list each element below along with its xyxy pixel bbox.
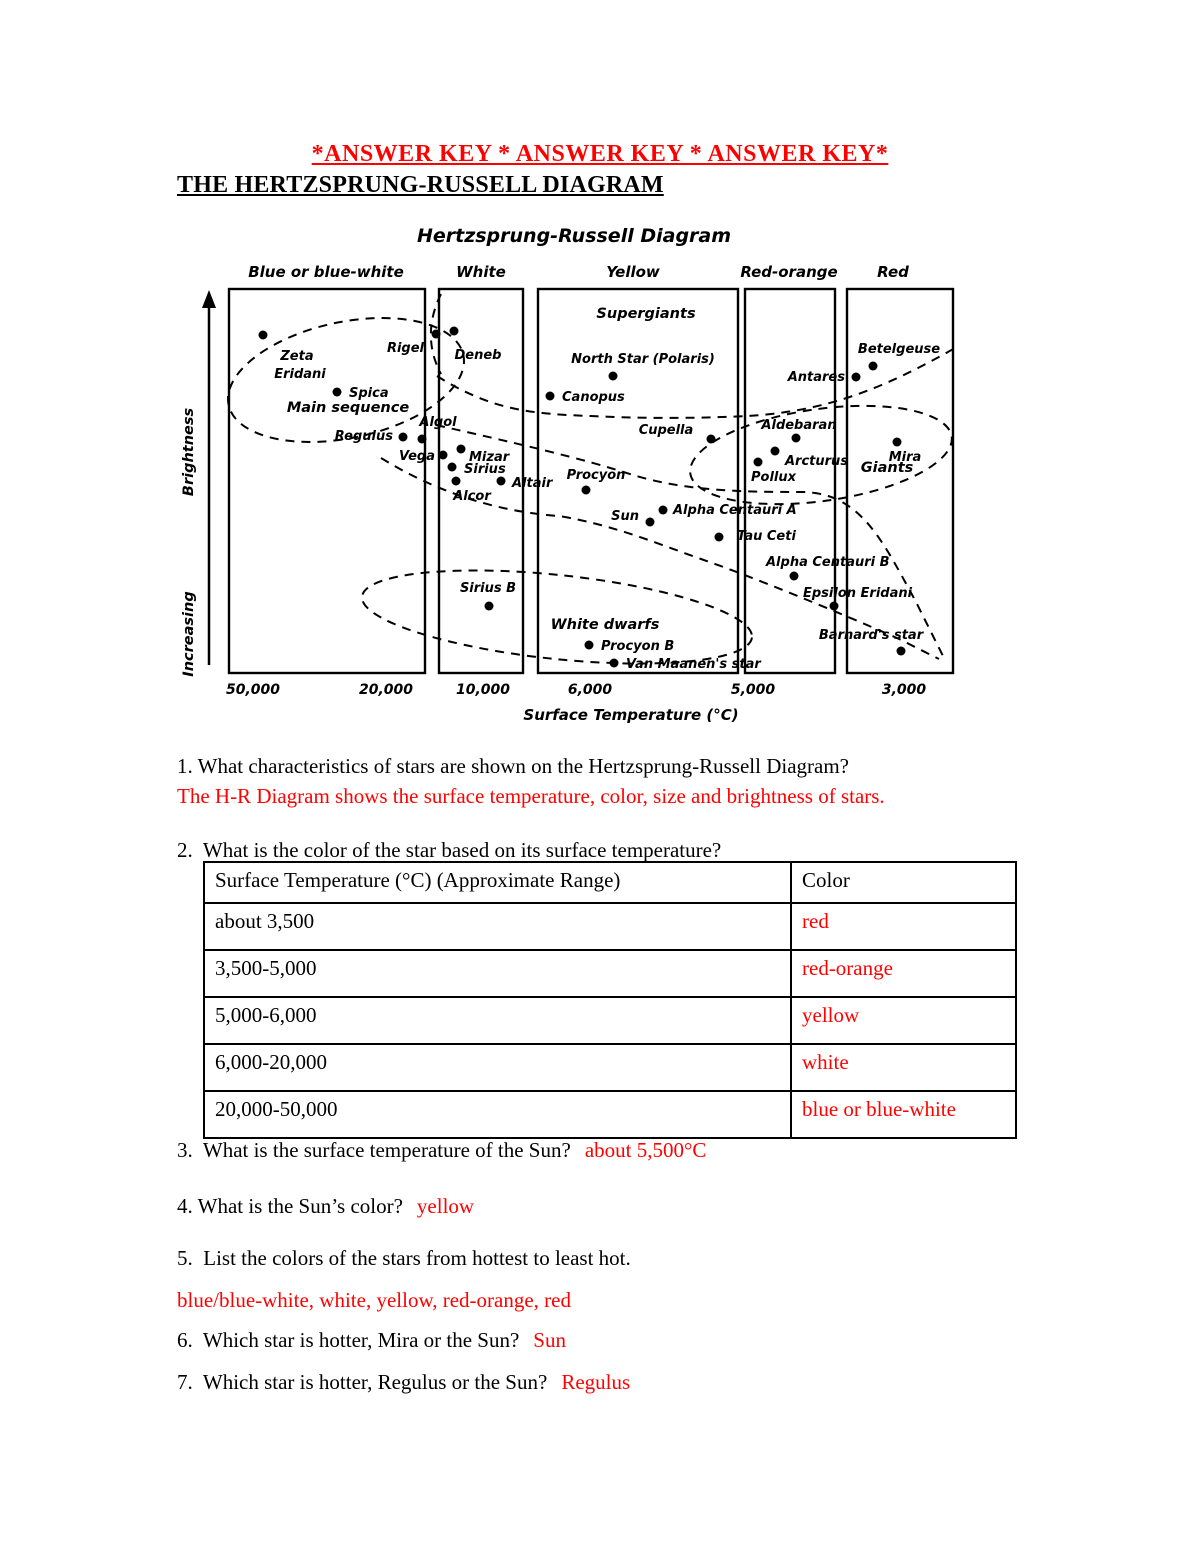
color-cell: blue or blue-white [791, 1091, 1016, 1138]
column-header-yellow: Yellow [606, 263, 660, 281]
star-dot-barnard-s-star [897, 647, 906, 656]
star-dot-betelgeuse [869, 362, 878, 371]
question-number: 1. [177, 754, 198, 778]
star-dot-sun [646, 518, 655, 527]
header-cell: Surface Temperature (°C) (Approximate Range) [204, 862, 791, 903]
star-label-alcor: Alcor [453, 489, 491, 504]
question-text: Which star is hotter, Regulus or the Sun? [202, 1370, 548, 1394]
star-label-barnard-s-star: Barnard's star [818, 628, 924, 643]
color-cell: red-orange [791, 950, 1016, 997]
question-2 [177, 836, 1037, 864]
star-label-tau-ceti: Tau Ceti [737, 529, 796, 544]
header-cell: Color [791, 862, 1016, 903]
question-text: What characteristics of stars are shown on the Hertzsprung-Russell Diagram? [197, 754, 849, 778]
star-label-procyon-b: Procyon B [601, 639, 675, 654]
star-dot-arcturus [771, 447, 780, 456]
answer-7: Regulus [561, 1370, 631, 1394]
region-label-giants: Giants [860, 460, 914, 476]
star-label-zeta-eridani: Eridani [274, 367, 326, 382]
answer-4: yellow [416, 1194, 475, 1218]
temperature-cell: 3,500-5,000 [204, 950, 791, 997]
question-number: 5. [177, 1246, 204, 1270]
star-label-algol: Algol [419, 415, 457, 430]
column-header-red: Red [877, 263, 909, 281]
star-label-sirius: Sirius [464, 462, 506, 477]
answer-6: Sun [533, 1328, 566, 1352]
star-dot-pollux [754, 458, 763, 467]
star-label-alpha-centauri-a: Alpha Centauri A [673, 503, 797, 518]
y-axis-label-increasing: Increasing [181, 591, 197, 677]
table-row [204, 997, 1016, 1044]
star-dot-alpha-centauri-a [659, 506, 668, 515]
star-label-north-star-polaris: North Star (Polaris) [571, 352, 715, 367]
star-dot-zeta-eridani [259, 331, 268, 340]
question-number: 4. [177, 1194, 198, 1218]
temperature-cell: about 3,500 [204, 903, 791, 950]
star-dot-van-maanen-s-star [610, 659, 619, 668]
star-label-arcturus: Arcturus [785, 454, 849, 469]
star-dot-deneb [450, 327, 459, 336]
star-dot-alpha-centauri-b [790, 572, 799, 581]
question-7 [177, 1368, 1037, 1396]
diagram-title: Hertzsprung-Russell Diagram [416, 225, 732, 247]
star-dot-procyon-b [585, 641, 594, 650]
x-axis-label: Surface Temperature (°C) [523, 706, 739, 724]
x-tick-10-000: 10,000 [455, 682, 511, 698]
color-cell: white [791, 1044, 1016, 1091]
page-title: THE HERTZSPRUNG-RUSSELL DIAGRAM [177, 172, 664, 198]
star-label-canopus: Canopus [562, 390, 625, 405]
star-label-antares: Antares [787, 370, 845, 385]
question-number: 6. [177, 1328, 203, 1352]
star-dot-rigel [432, 330, 441, 339]
hr-diagram-svg [181, 220, 965, 728]
x-tick-3-000: 3,000 [881, 682, 927, 698]
question-number: 3. [177, 1138, 203, 1162]
region-label-white-dwarfs: White dwarfs [550, 617, 660, 633]
question-text: What is the Sun’s color? [197, 1194, 403, 1218]
star-dot-tau-ceti [715, 533, 724, 542]
answer-1: The H-R Diagram shows the surface temperature, color, size and brightness of stars. [177, 784, 885, 808]
question-3 [177, 1136, 1037, 1164]
star-dot-antares [852, 373, 861, 382]
star-label-zeta-eridani: Zeta [280, 349, 314, 364]
star-label-epsilon-eridani: Epsilon Eridani [803, 586, 913, 601]
star-dot-altair [497, 477, 506, 486]
question-1 [177, 752, 1037, 780]
star-label-deneb: Deneb [454, 348, 502, 363]
star-label-altair: Altair [512, 476, 553, 491]
star-label-pollux: Pollux [751, 470, 797, 485]
temperature-cell: 5,000-6,000 [204, 997, 791, 1044]
x-tick-5-000: 5,000 [730, 682, 776, 698]
column-header-red-orange: Red-orange [740, 263, 838, 281]
star-label-mizar: Mizar [469, 450, 510, 465]
star-dot-regulus [399, 433, 408, 442]
question-text: List the colors of the stars from hottest to least hot. [203, 1246, 631, 1270]
column-header-white: White [456, 263, 506, 281]
star-dot-canopus [546, 392, 555, 401]
question-text: What is the surface temperature of the Sun? [202, 1138, 571, 1162]
question-4 [177, 1192, 1037, 1220]
question-number: 7. [177, 1370, 203, 1394]
star-dot-alcor [452, 477, 461, 486]
star-label-sun: Sun [611, 509, 639, 524]
color-cell: yellow [791, 997, 1016, 1044]
temperature-cell: 6,000-20,000 [204, 1044, 791, 1091]
star-label-regulus: Regulus [334, 429, 393, 444]
star-label-betelgeuse: Betelgeuse [857, 342, 941, 357]
star-label-rigel: Rigel [386, 341, 424, 356]
star-label-van-maanen-s-star: Van Maanen's star [626, 657, 761, 672]
table-row [204, 950, 1016, 997]
y-axis-arrowhead [202, 290, 216, 308]
x-tick-20-000: 20,000 [358, 682, 414, 698]
star-dot-sirius-b [485, 602, 494, 611]
temperature-cell: 20,000-50,000 [204, 1091, 791, 1138]
star-label-sirius-b: Sirius B [459, 581, 517, 596]
x-tick-6-000: 6,000 [567, 682, 613, 698]
table-header-row [204, 862, 1016, 903]
table-row [204, 903, 1016, 950]
star-label-vega: Vega [398, 449, 435, 464]
star-dot-procyon [582, 486, 591, 495]
star-dot-algol [418, 435, 427, 444]
table-row [204, 1091, 1016, 1138]
star-dot-mizar [457, 445, 466, 454]
y-axis-label-brightness: Brightness [181, 407, 197, 497]
star-label-cupella: Cupella [638, 423, 694, 438]
question-text: Which star is hotter, Mira or the Sun? [202, 1328, 520, 1352]
answer-3: about 5,500°C [584, 1138, 707, 1162]
table-row [204, 1044, 1016, 1091]
star-dot-north-star-polaris [609, 372, 618, 381]
answer-5: blue/blue-white, white, yellow, red-orange, red [177, 1288, 571, 1312]
star-label-mira: Mira [888, 450, 922, 465]
star-dot-spica [333, 388, 342, 397]
question-6 [177, 1326, 1037, 1354]
question-text: What is the color of the star based on its surface temperature? [202, 838, 722, 862]
question-number: 2. [177, 838, 203, 862]
color-cell: red [791, 903, 1016, 950]
hr-diagram [181, 220, 965, 728]
star-dot-mira [893, 438, 902, 447]
star-label-spica: Spica [349, 386, 389, 401]
star-dot-cupella [707, 435, 716, 444]
column-header-blue-or-blue-white: Blue or blue-white [248, 263, 404, 281]
star-label-alpha-centauri-b: Alpha Centauri B [766, 555, 890, 570]
region-label-supergiants: Supergiants [596, 306, 696, 322]
star-dot-sirius [448, 463, 457, 472]
x-tick-50-000: 50,000 [225, 682, 281, 698]
star-dot-vega [439, 451, 448, 460]
star-label-aldebaran: Aldebaran [761, 418, 837, 433]
star-dot-epsilon-eridani [830, 602, 839, 611]
star-dot-aldebaran [792, 434, 801, 443]
question-5 [177, 1244, 1037, 1272]
star-label-procyon: Procyon [566, 468, 626, 483]
temp-color-table [203, 861, 1017, 1139]
region-label-main-sequence: Main sequence [286, 400, 410, 416]
answer-key-banner: *ANSWER KEY * ANSWER KEY * ANSWER KEY* [311, 141, 889, 167]
